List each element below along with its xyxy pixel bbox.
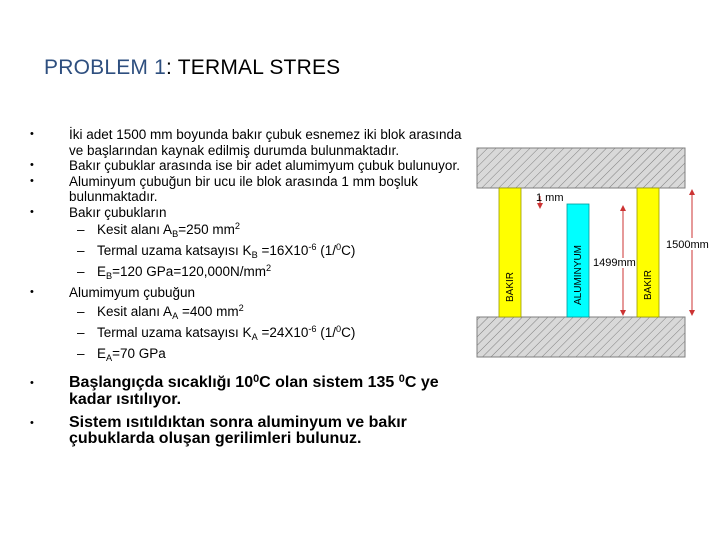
title-prefix: PROBLEM 1 xyxy=(44,56,167,79)
aluminium-modulus: – $E_A=70$ GPa xyxy=(30,344,470,365)
length-label: 1500mm xyxy=(666,239,709,251)
gap-label: 1 mm xyxy=(536,192,564,204)
title-colon: : xyxy=(166,56,173,79)
copper-modulus: – $E_B=120$ $GPa=120,000N/mm^2$ xyxy=(30,262,470,283)
bullet-question: • Sistem ısıtıldıktan sonra aluminyum ve bakır çubuklarda oluşan gerilimleri bulunuz. xyxy=(30,415,470,447)
bullet-heating: • Başlangıçda sıcaklığı $10^0C$ olan sistem 135 $^0$C ye kadar ısıtılıyor. xyxy=(30,375,470,408)
right-bar-label: BAKIR xyxy=(643,269,654,300)
aluminium-area: – Kesit alanı $A_A =400$ $mm^2$ xyxy=(30,302,470,323)
bullet-copper-heading: • Bakır çubukların xyxy=(30,205,470,221)
left-bar-label: BAKIR xyxy=(505,271,516,302)
al-length-label: 1499mm xyxy=(593,257,636,269)
bullet-aluminium-heading: • Alumimyum çubuğun xyxy=(30,283,470,302)
bullet-aluminium-setup: • Bakır çubuklar arasında ise bir adet alumimyum çubuk bulunuyor. xyxy=(30,158,470,174)
copper-thermal-coefficient: – Termal uzama katsayısı $K_B =16X10^{-6}$ (1/$^0$C) xyxy=(30,241,470,262)
bullet-copper-setup: • İki adet 1500 mm boyunda bakır çubuk esnemez iki blok arasında ve başlarından kaynak edilmiş durumda bulunmaktadır. xyxy=(30,127,470,158)
thermal-stress-figure xyxy=(470,140,720,390)
top-block xyxy=(477,148,685,188)
copper-area: – Kesit alanı $A_B=250$ $mm^2$ xyxy=(30,220,470,241)
bullet-gap: • Aluminyum çubuğun bir ucu ile blok arasında 1 mm boşluk bulunmaktadır. xyxy=(30,174,470,205)
title-rest: TERMAL STRES xyxy=(172,56,341,79)
center-bar-label: ALUMINYUM xyxy=(573,244,584,305)
aluminium-thermal-coefficient: – Termal uzama katsayısı $K_A =24X10^{-6}$ (1/$^0$C) xyxy=(30,323,470,344)
problem-text xyxy=(30,127,470,447)
page-title xyxy=(44,56,340,80)
bottom-block xyxy=(477,317,685,357)
